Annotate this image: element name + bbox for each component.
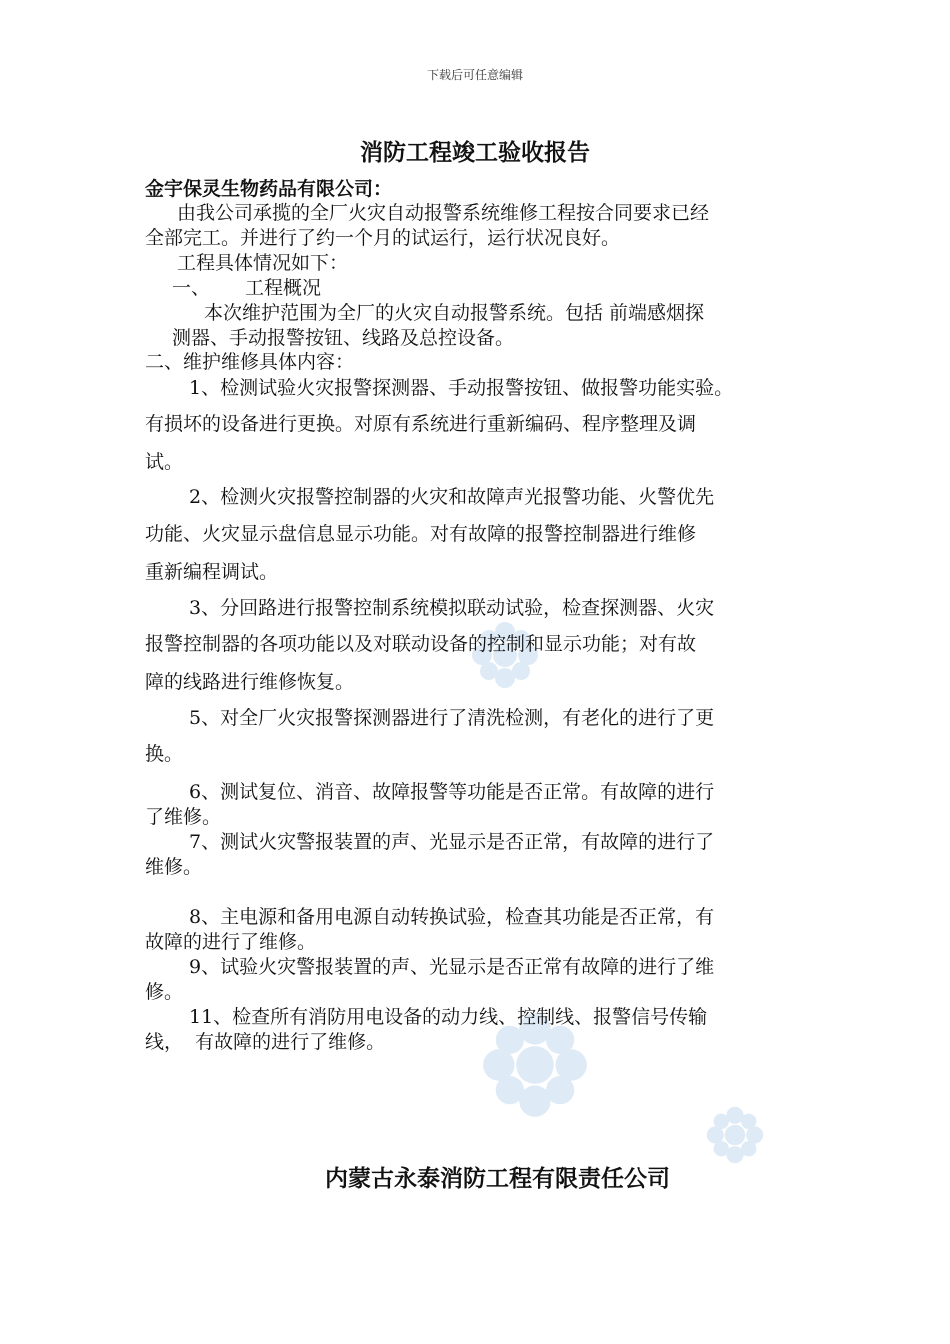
item-line: 修。 xyxy=(145,981,184,1003)
item-line: 功能、火灾显示盘信息显示功能。对有故障的报警控制器进行维修 xyxy=(145,523,697,545)
snowflake-watermark-icon xyxy=(705,1105,765,1165)
item-line: 试。 xyxy=(145,451,184,473)
item-line: 6、测试复位、消音、故障报警等功能是否正常。有故障的进行 xyxy=(189,781,715,803)
intro-line: 全部完工。并进行了约一个月的试运行，运行状况良好。 xyxy=(145,227,621,249)
item-line: 11、检查所有消防用电设备的动力线、控制线、报警信号传输 xyxy=(189,1006,708,1028)
recipient-name: 金宇保灵生物药品有限公司： xyxy=(145,178,393,200)
item-line: 维修。 xyxy=(145,856,203,878)
section1-line: 本次维护范围为全厂的火灾自动报警系统。包括 前端感烟探 xyxy=(204,302,705,324)
section1-number: 一、 xyxy=(172,277,211,299)
item-line: 了维修。 xyxy=(145,806,222,828)
details-heading: 工程具体情况如下： xyxy=(177,252,349,274)
signature-company: 内蒙古永泰消防工程有限责任公司 xyxy=(325,1165,670,1192)
item-line: 9、试验火灾警报装置的声、光显示是否正常有故障的进行了维 xyxy=(189,956,715,978)
section1-heading: 工程概况 xyxy=(245,277,322,299)
section2-heading: 二、维护维修具体内容： xyxy=(145,351,355,373)
intro-line: 由我公司承揽的全厂火灾自动报警系统维修工程按合同要求已经 xyxy=(177,202,710,224)
item-line: 障的线路进行维修恢复。 xyxy=(145,671,355,693)
item-line: 换。 xyxy=(145,743,184,765)
item-line: 重新编程调试。 xyxy=(145,561,279,583)
section1-line: 测器、手动报警按钮、线路及总控设备。 xyxy=(172,327,515,349)
item-line: 8、主电源和备用电源自动转换试验，检查其功能是否正常，有 xyxy=(189,906,715,928)
item-line: 有损坏的设备进行更换。对原有系统进行重新编码、程序整理及调 xyxy=(145,413,697,435)
item-line: 5、对全厂火灾报警探测器进行了清洗检测，有老化的进行了更 xyxy=(189,707,715,729)
header-note: 下载后可任意编辑 xyxy=(426,68,523,82)
item-line: 线， 有故障的进行了维修。 xyxy=(145,1031,386,1053)
item-line: 1、检测试验火灾报警探测器、手动报警按钮、做报警功能实验。 xyxy=(189,377,734,399)
document-title: 消防工程竣工验收报告 xyxy=(360,139,590,166)
item-line: 7、测试火灾警报装置的声、光显示是否正常，有故障的进行了 xyxy=(189,831,715,853)
item-line: 故障的进行了维修。 xyxy=(145,931,317,953)
item-line: 报警控制器的各项功能以及对联动设备的控制和显示功能；对有故 xyxy=(145,633,697,655)
item-line: 2、检测火灾报警控制器的火灾和故障声光报警功能、火警优先 xyxy=(189,486,715,508)
item-line: 3、分回路进行报警控制系统模拟联动试验，检查探测器、火灾 xyxy=(189,597,715,619)
